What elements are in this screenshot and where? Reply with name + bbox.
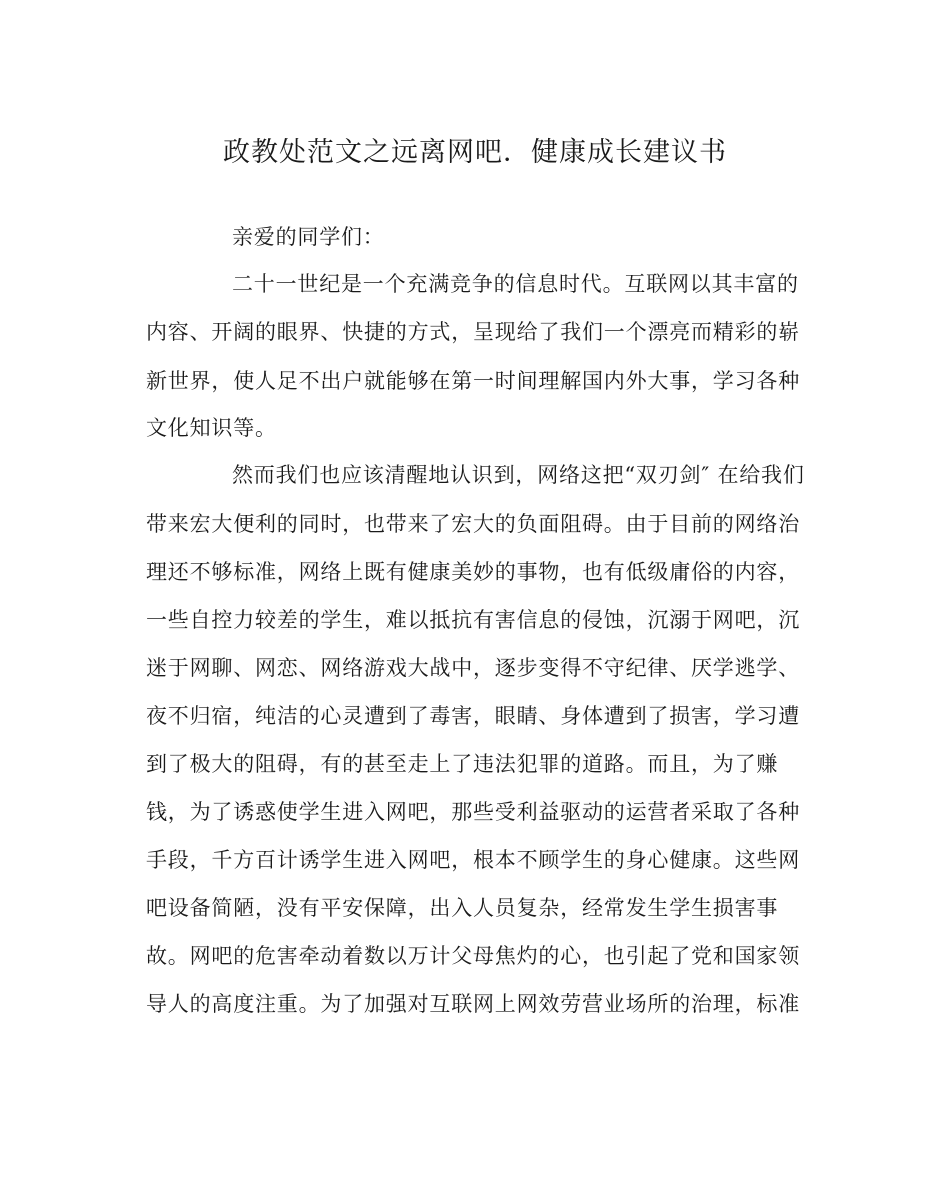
paragraph-line: 带来宏大便利的同时，也带来了宏大的负面阻碍。由于目前的网络治 bbox=[146, 512, 800, 536]
paragraph-line: 导人的高度注重。为了加强对互联网上网效劳营业场所的治理，标准 bbox=[146, 992, 800, 1016]
document-title: 政教处范文之远离网吧．健康成长建议书 bbox=[223, 137, 727, 168]
paragraph-line: 故。网吧的危害牵动着数以万计父母焦灼的心，也引起了党和国家领 bbox=[146, 944, 800, 968]
paragraph-line: 理还不够标准，网络上既有健康美妙的事物，也有低级庸俗的内容， bbox=[146, 560, 800, 584]
paragraph-line: 文化知识等。 bbox=[146, 416, 277, 440]
paragraph-line: 到了极大的阻碍，有的甚至走上了违法犯罪的道路。而且，为了赚 bbox=[146, 752, 779, 776]
paragraph-line: 新世界，使人足不出户就能够在第一时间理解国内外大事，学习各种 bbox=[146, 369, 800, 393]
paragraph-line: 手段，千方百计诱学生进入网吧，根本不顾学生的身心健康。这些网 bbox=[146, 848, 800, 872]
paragraph-line: 然而我们也应该清醒地认识到，网络这把“双刃剑″ 在给我们 bbox=[232, 463, 805, 487]
paragraph-line: 钱，为了诱惑使学生进入网吧，那些受利益驱动的运营者采取了各种 bbox=[146, 800, 800, 824]
paragraph-line: 迷于网聊、网恋、网络游戏大战中，逐步变得不守纪律、厌学逃学、 bbox=[146, 656, 800, 680]
salutation: 亲爱的同学们： bbox=[232, 225, 385, 249]
paragraph-line: 二十一世纪是一个充满竞争的信息时代。互联网以其丰富的 bbox=[232, 272, 799, 296]
paragraph-line: 一些自控力较差的学生，难以抵抗有害信息的侵蚀，沉溺于网吧，沉 bbox=[146, 608, 800, 632]
paragraph-line: 吧设备简陋，没有平安保障，出入人员复杂，经常发生学生损害事 bbox=[146, 896, 779, 920]
paragraph-line: 内容、开阔的眼界、快捷的方式，呈现给了我们一个漂亮而精彩的崭 bbox=[146, 320, 800, 344]
paragraph-line: 夜不归宿，纯洁的心灵遭到了毒害，眼睛、身体遭到了损害，学习遭 bbox=[146, 704, 800, 728]
